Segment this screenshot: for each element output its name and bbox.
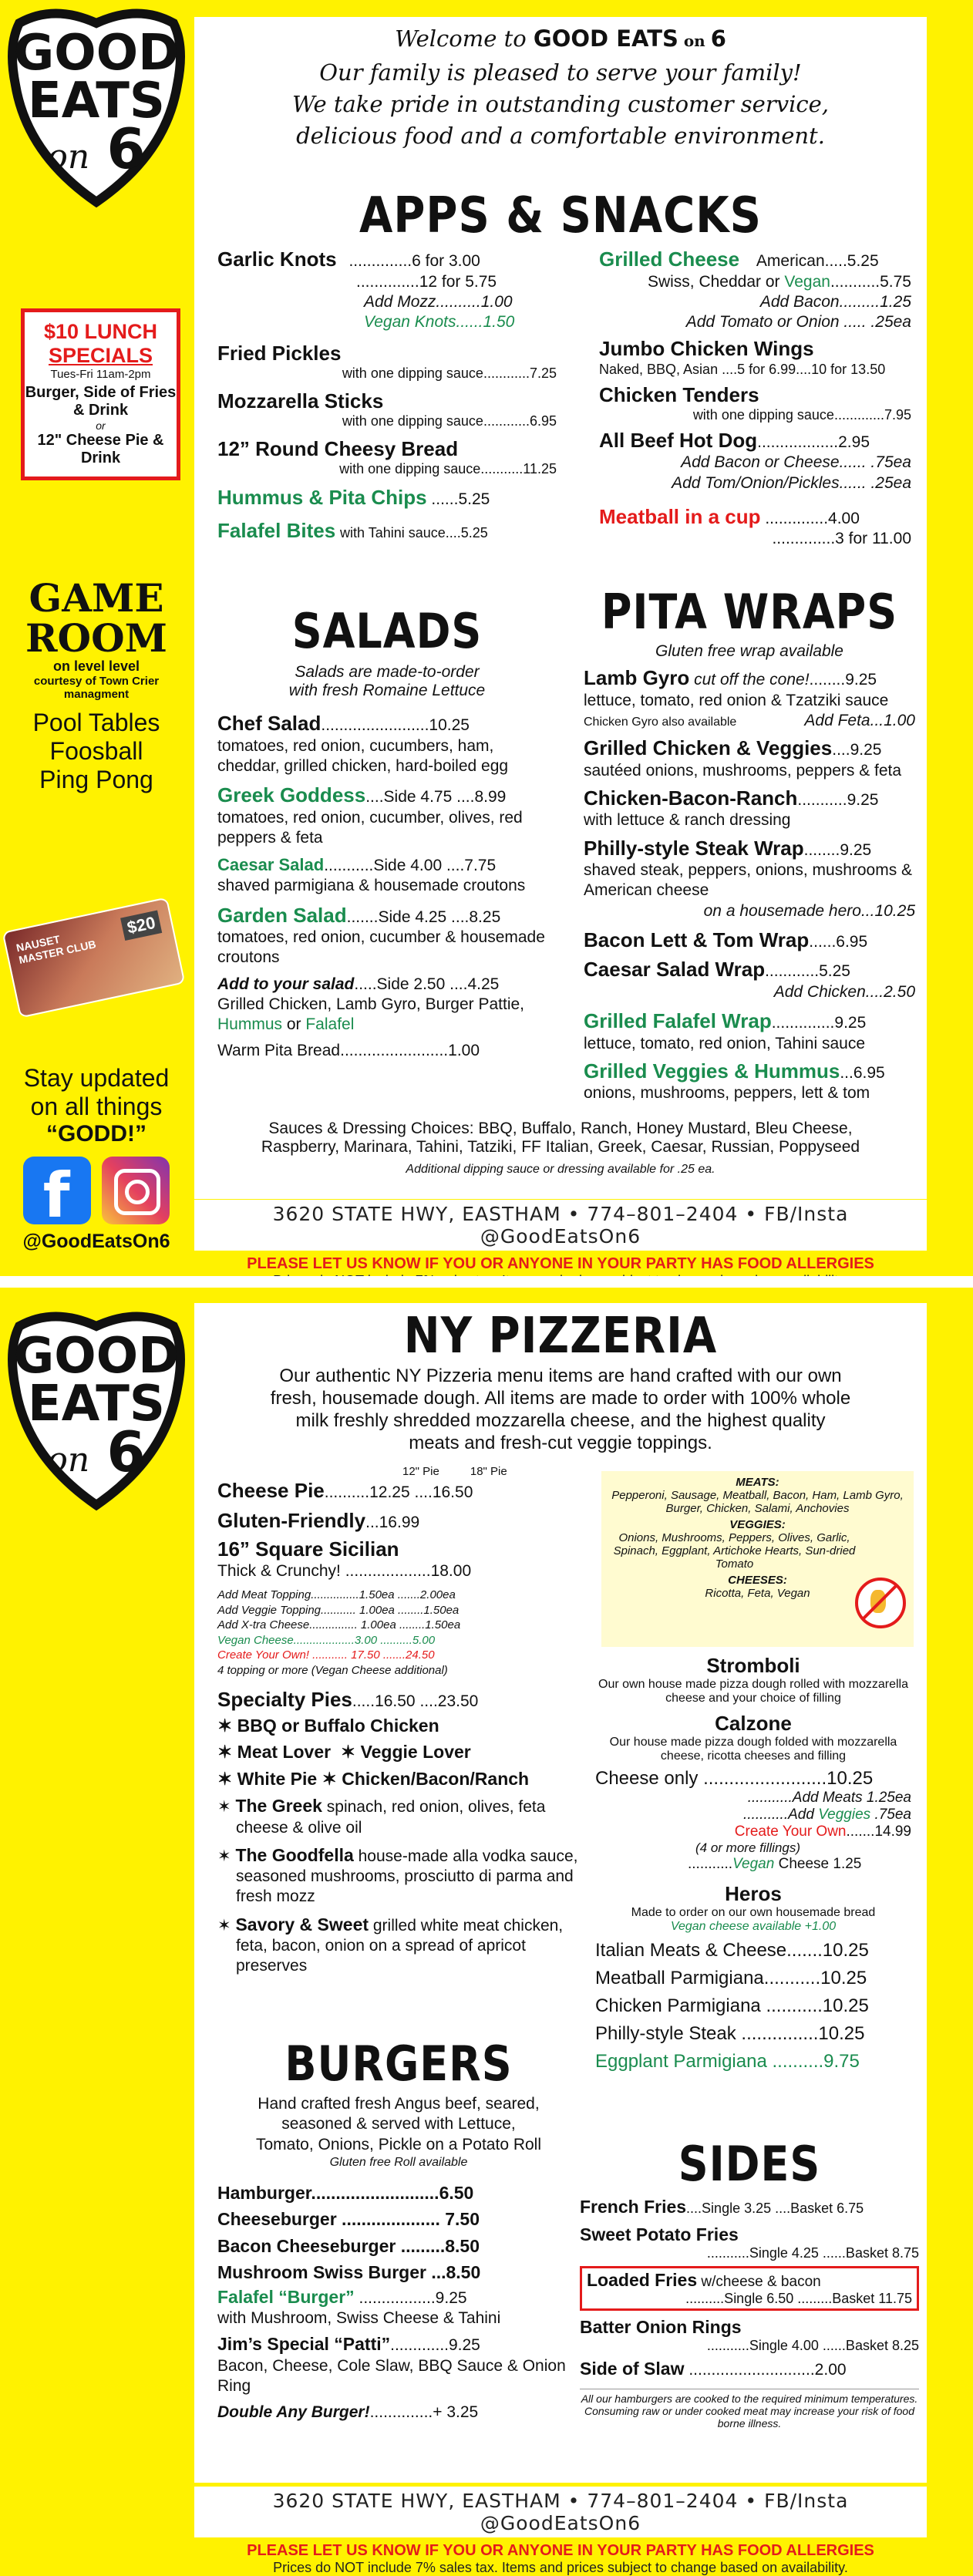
calzone-title: Calzone: [715, 1712, 792, 1735]
salads-title: SALADS: [291, 603, 483, 659]
garlic-knots-price-1: 6 for 3.00: [412, 252, 480, 270]
hot-dog-toppings: Add Tom/Onion/Pickles...... .25ea: [672, 473, 911, 492]
specialty-meat-lover: Meat Lover: [237, 1742, 332, 1763]
veggies-hummus-desc: onions, mushrooms, peppers, lett & tom: [584, 1084, 870, 1103]
game-room-courtesy: courtesy of Town Crier: [33, 675, 160, 688]
specialty-white-pie: White Pie: [237, 1768, 318, 1789]
burgers-title: BURGERS: [284, 2036, 513, 2092]
heros-title: Heros: [725, 1882, 782, 1905]
sweet-potato-fries-name: Sweet Potato Fries: [580, 2224, 739, 2245]
social-line-2: on all things: [30, 1093, 163, 1120]
lunch-option-2: 12" Cheese Pie & Drink: [37, 432, 164, 466]
chicken-gyro-note: Chicken Gyro also available: [584, 715, 737, 729]
toppings-meats: Pepperoni, Sausage, Meatball, Bacon, Ham, Lamb Gyro, Burger, Chicken, Salami, Anchovies: [611, 1489, 904, 1515]
gift-card-amount: $20: [120, 910, 162, 940]
stromboli-desc: Our own house made pizza dough rolled with mozzarella cheese and your choice of filling: [598, 1678, 908, 1705]
fried-pickles-name: Fried Pickles: [217, 342, 342, 365]
specialty-greek-desc: spinach, red onion, olives, feta cheese & olive oil: [236, 1798, 546, 1837]
falafel-burger-desc: with Mushroom, Swiss Cheese & Tahini: [217, 2309, 501, 2327]
meatball-cup-price-1: ..............4.00: [765, 509, 860, 527]
page-divider: [0, 1276, 973, 1288]
stromboli-title: Stromboli: [706, 1654, 800, 1677]
pizza-size-12: 12" Pie: [402, 1465, 439, 1478]
chicken-bacon-ranch-desc: with lettuce & ranch dressing: [584, 811, 791, 830]
pizza-right-column: [595, 1654, 911, 2076]
social-section: [0, 1064, 193, 1253]
apps-right-column: [599, 247, 911, 550]
logo-six: 6: [106, 116, 146, 181]
falafel-wrap-desc: lettuce, tomato, red onion, Tahini sauce: [584, 1034, 866, 1052]
burgers-desc-1: Hand crafted fresh Angus beef, seared,: [258, 2095, 540, 2113]
sides-title: SIDES: [678, 2136, 821, 2192]
lunch-hours: Tues-Fri 11am-2pm: [50, 368, 151, 381]
hero-meatball: Meatball Parmigiana...........10.25: [595, 1968, 867, 1988]
blt-wrap-price: ......6.95: [809, 932, 868, 951]
sicilian-name: 16” Square Sicilian: [217, 1537, 399, 1561]
veggies-hummus-price: ...6.95: [840, 1063, 885, 1082]
hero-italian: Italian Meats & Cheese.......10.25: [595, 1940, 869, 1961]
grilled-chicken-veggies-desc: sautéed onions, mushrooms, peppers & feta: [584, 761, 902, 780]
gluten-friendly-price: ...16.99: [365, 1513, 420, 1531]
specialty-cbr: Chicken/Bacon/Ranch: [342, 1768, 530, 1789]
calzone-vegan-post: Cheese 1.25: [774, 1856, 862, 1872]
caesar-salad-price: ...........Side 4.00 ....7.75: [324, 857, 497, 874]
menu-panel-1: [194, 17, 927, 1199]
burgers-desc-3: Tomato, Onions, Pickle on a Potato Roll: [255, 2135, 542, 2153]
game-foosball: Foosball: [49, 737, 143, 765]
add-meat-topping: Add Meat Topping...............1.50ea .......2.00ea: [217, 1588, 456, 1602]
hero-chicken: Chicken Parmigiana ...........10.25: [595, 1995, 869, 2016]
game-room-management: managment: [63, 688, 130, 701]
double-burger-price: ..............+ 3.25: [369, 2403, 479, 2421]
caesar-salad-desc: shaved parmigiana & housemade croutons: [217, 877, 526, 895]
tenders-desc: with one dipping sauce.............7.95: [692, 406, 911, 423]
calzone-veg-pre: ...........Add: [743, 1807, 819, 1823]
falafel-bites-desc: with Tahini sauce....5.25: [340, 524, 488, 540]
garlic-knots-name: Garlic Knots: [217, 247, 337, 271]
caesar-wrap-chicken: Add Chicken....2.50: [773, 982, 915, 1001]
calzone-create-note: (4 or more fillings): [695, 1840, 801, 1855]
gift-card-image: [2, 897, 186, 1018]
grilled-cheese-name: Grilled Cheese: [599, 247, 740, 271]
salads-subtitle-2: with fresh Romaine Lettuce: [288, 682, 486, 699]
grilled-cheese-vegan: Vegan: [784, 272, 830, 291]
cheesy-bread-desc: with one dipping sauce...........11.25: [339, 461, 557, 477]
apps-left-column: Garlic Knots ..............6 for 3.00 ..............12 for 5.75 Add Mozz..........1.00 Vegan Knots......1.50 Fried Pickles with one dipping sauce............7.25 Mozzarella Sticks with one dipping sauce............6.95 12” Round Cheesy Bread with one dipping sauce...........11.25 Hummus & Pita Chips ......5.25 Falafel Bites with Tahini sauce....5.25: [217, 247, 557, 542]
welcome-brand: GOOD EATS: [533, 25, 678, 52]
add-salad-price: .....Side 2.50 ....4.25: [354, 975, 500, 993]
grilled-cheese-american: American.....5.25: [756, 252, 879, 270]
hot-dog-name: All Beef Hot Dog: [599, 428, 758, 452]
grilled-cheese-bacon: Add Bacon.........1.25: [759, 292, 911, 311]
wings-name: Jumbo Chicken Wings: [599, 337, 814, 361]
toppings-cheeses-heading: CHEESES:: [728, 1574, 787, 1587]
calzone-add-meats: ...........Add Meats 1.25ea: [747, 1790, 911, 1806]
footer-2: [194, 2487, 927, 2576]
specialty-greek: The Greek: [235, 1796, 322, 1817]
hero-philly: Philly-style Steak ...............10.25: [595, 2023, 865, 2044]
cheese-pie-name: Cheese Pie: [217, 1479, 325, 1502]
logo-on: on: [47, 137, 90, 177]
jims-special-name: Jim’s Special “Patti”: [217, 2334, 391, 2355]
calzone-vegan: Vegan: [732, 1856, 775, 1872]
grilled-chicken-veggies-price: ....9.25: [832, 741, 882, 759]
good-eats-logo-2: [0, 1303, 193, 1511]
specialty-pies-name: Specialty Pies: [217, 1688, 352, 1712]
specialty-goodfella: The Goodfella: [235, 1844, 354, 1865]
gift-card-label: NAUSET MASTER CLUB: [15, 932, 97, 967]
calzone-create-price: .......14.99: [846, 1823, 911, 1840]
grilled-cheese-swiss: Swiss, Cheddar or: [647, 272, 785, 291]
game-ping-pong: Ping Pong: [39, 766, 153, 793]
warm-pita-name: Warm Pita Bread: [217, 1042, 341, 1060]
cheesy-bread-name: 12” Round Cheesy Bread: [217, 437, 459, 461]
pizzeria-intro: [210, 1365, 911, 1454]
garlic-knots-mozz: Add Mozz..........1.00: [364, 292, 513, 311]
good-eats-logo: [0, 0, 193, 208]
cheeseburger: Cheeseburger .................... 7.50: [217, 2209, 480, 2230]
lunch-option-1: Burger, Side of Fries & Drink: [25, 384, 177, 419]
side-of-slaw-name: Side of Slaw: [580, 2359, 685, 2379]
lamb-gyro-desc: lettuce, tomato, red onion & Tzatziki sauce: [584, 691, 889, 709]
undercooked-warning: All our hamburgers are cooked to the required minimum temperatures. Consuming raw or under cooked meat may increase your risk of food borne illness.: [580, 2389, 919, 2430]
specialty-bbq: BBQ or Buffalo Chicken: [237, 1715, 439, 1736]
falafel-bites-name: Falafel Bites: [217, 518, 336, 542]
hot-dog-price: ..................2.95: [757, 433, 870, 451]
heros-desc: Made to order on our own housemade bread: [631, 1906, 876, 1919]
loaded-fries-price: ..........Single 6.50 .........Basket 11.75: [685, 2291, 912, 2307]
lamb-gyro-feta: Add Feta...1.00: [804, 711, 915, 729]
burgers-section: [217, 2036, 580, 2423]
logo-on: on: [47, 1440, 90, 1480]
pizza-left-column: 12" Pie 18" Pie Cheese Pie..........12.25 ....16.50 Gluten-Friendly...16.99 16” Square Sicilian Thick & Crunchy! ...................18.00 Add Meat Topping...............1.50ea .......2.00ea Add Veggie Topping........... 1.00ea ........1.50ea Add X-tra Cheese............... 1.00ea ........1.50ea Vegan Cheese...................3.00 ..........5.00 Create Your Own! ........... 17.50 .......24.50 4 topping or more (Vegan Cheese additional) Specialty Pies.....16.50 ....23.50 ✶ BBQ or Buffalo Chicken ✶ Meat Lover ✶ Veggie Lover ✶ White Pie ✶ Chicken/Bacon/Ranch ✶ The Greek spinach, red onion, olives, feta cheese & olive oil ✶ The Goodfella house-made alla vodka sauce, seasoned mushrooms, prosciutto di parma and fresh mozz ✶ Savory & Sweet grilled white meat chicken, feta, bacon, onion on a spread of apricot preserves: [217, 1465, 580, 1976]
pizzeria-intro-4: meats and fresh-cut veggie toppings.: [409, 1433, 712, 1453]
meatball-cup-price-2: ..............3 for 11.00: [772, 530, 911, 548]
welcome-on: on: [678, 32, 711, 50]
add-salad-desc: Grilled Chicken, Lamb Gyro, Burger Pattie,: [217, 995, 524, 1013]
chicken-bacon-ranch-price: ...........9.25: [797, 790, 879, 809]
welcome-pre: Welcome to: [395, 25, 534, 52]
sweet-potato-fries-price: ...........Single 4.25 ......Basket 8.75: [706, 2245, 919, 2261]
add-salad-or: or: [282, 1015, 306, 1033]
mozzarella-sticks-name: Mozzarella Sticks: [217, 389, 384, 413]
footer-address: 3620 STATE HWY, EASTHAM • 774–801–2404 • FB/Insta @GoodEatsOn6: [194, 1200, 927, 1251]
game-room-title-2: ROOM: [25, 615, 167, 661]
loaded-fries-name: Loaded Fries: [587, 2270, 698, 2291]
calzone-veg-post: .75ea: [870, 1807, 911, 1823]
hot-dog-bacon: Add Bacon or Cheese...... .75ea: [681, 453, 911, 472]
social-line-1: Stay updated: [23, 1064, 170, 1092]
footer-allergy: PLEASE LET US KNOW IF YOU OR ANYONE IN YOUR PARTY HAS FOOD ALLERGIES: [247, 1255, 874, 1272]
toppings-box: [601, 1471, 914, 1647]
social-handle[interactable]: @GoodEatsOn6: [22, 1231, 170, 1252]
grilled-cheese-swiss-price: ...........5.75: [830, 272, 911, 291]
french-fries-price: ....Single 3.25 ....Basket 6.75: [686, 2201, 864, 2216]
vegan-cheese: Vegan Cheese...................3.00 ..........5.00: [217, 1633, 436, 1647]
add-veggie-topping: Add Veggie Topping........... 1.00ea ........1.50ea: [217, 1603, 460, 1617]
menu-panel-2: [194, 1303, 927, 2483]
chicken-bacon-ranch-name: Chicken-Bacon-Ranch: [584, 786, 798, 810]
gluten-friendly-name: Gluten-Friendly: [217, 1508, 366, 1532]
pita-wraps-title: PITA WRAPS: [601, 584, 898, 640]
garden-salad-price: .......Side 4.25 ....8.25: [346, 907, 501, 926]
french-fries-name: French Fries: [580, 2197, 687, 2217]
sauces-line-2: Raspberry, Marinara, Tahini, Tatziki, FF Italian, Greek, Caesar, Russian, Poppyseed: [261, 1138, 860, 1156]
veggies-hummus-name: Grilled Veggies & Hummus: [584, 1059, 840, 1083]
burgers-desc-2: seasoned & served with Lettuce,: [281, 2115, 516, 2133]
calzone-desc: Our house made pizza dough folded with mozzarella cheese, ricotta cheeses and filling: [609, 1736, 897, 1763]
caesar-salad-name: Caesar Salad: [217, 855, 325, 874]
welcome-line-3: We take pride in outstanding customer service,: [292, 91, 829, 117]
welcome-line-2: Our family is pleased to serve your family!: [319, 59, 802, 86]
sauces-section: [194, 1120, 927, 1177]
toppings-cheeses: Ricotta, Feta, Vegan: [705, 1587, 810, 1600]
sauces-line-1: Sauces & Dressing Choices: BBQ, Buffalo, Ranch, Honey Mustard, Bleu Cheese,: [268, 1120, 853, 1137]
add-salad-hummus: Hummus: [217, 1015, 283, 1033]
grilled-cheese-tomato: Add Tomato or Onion ..... .25ea: [685, 313, 911, 331]
lamb-gyro-name: Lamb Gyro: [584, 666, 690, 689]
no-pineapple-icon: [855, 1578, 906, 1628]
garden-salad-name: Garden Salad: [217, 903, 347, 927]
garlic-knots-price-2: 12 for 5.75: [419, 272, 497, 291]
sicilian-desc: Thick & Crunchy! ...................18.00: [217, 1562, 472, 1580]
greek-goddess-name: Greek Goddess: [217, 783, 366, 806]
create-your-own: Create Your Own! ........... 17.50 .......24.50: [217, 1648, 435, 1662]
cheese-pie-price: ..........12.25 ....16.50: [324, 1483, 473, 1501]
tenders-name: Chicken Tenders: [599, 382, 759, 406]
philly-wrap-name: Philly-style Steak Wrap: [584, 836, 804, 860]
game-pool-tables: Pool Tables: [32, 709, 160, 736]
social-line-3: “GODD!”: [46, 1121, 146, 1147]
specialty-veggie-lover: Veggie Lover: [360, 1742, 471, 1763]
specialty-savory-sweet: Savory & Sweet: [235, 1914, 369, 1935]
topping-note: 4 topping or more (Vegan Cheese additional): [217, 1663, 448, 1677]
menu-page-2: [0, 1288, 973, 2575]
burgers-gf: Gluten free Roll available: [329, 2155, 468, 2169]
mushroom-swiss-burger: Mushroom Swiss Burger ...8.50: [217, 2262, 481, 2283]
game-room-title-1: GAME: [29, 575, 164, 621]
philly-wrap-desc: shaved steak, peppers, onions, mushrooms & American cheese: [584, 861, 913, 900]
mozzarella-sticks-desc: with one dipping sauce............6.95: [342, 413, 557, 429]
falafel-wrap-name: Grilled Falafel Wrap: [584, 1009, 772, 1032]
falafel-burger-price: .................9.25: [354, 2288, 467, 2307]
fried-pickles-desc: with one dipping sauce............7.25: [342, 365, 557, 382]
lamb-gyro-cut: cut off the cone!: [694, 671, 810, 689]
caesar-wrap-name: Caesar Salad Wrap: [584, 958, 766, 982]
salads-subtitle-1: Salads are made-to-order: [295, 663, 480, 681]
instagram-icon[interactable]: [102, 1157, 170, 1224]
toppings-veggies-heading: VEGGIES:: [729, 1518, 786, 1531]
jims-special-price: .............9.25: [390, 2336, 480, 2355]
footer-address: 3620 STATE HWY, EASTHAM • 774–801–2404 • FB/Insta @GoodEatsOn6: [194, 2487, 927, 2537]
welcome-six: 6: [710, 25, 726, 52]
hero-eggplant: Eggplant Parmigiana ..........9.75: [595, 2051, 860, 2072]
lunch-title: SPECIALS: [48, 344, 153, 367]
logo-good: GOOD: [13, 1328, 180, 1385]
pizzeria-intro-3: milk freshly shredded mozzarella cheese, and the highest quality: [295, 1410, 826, 1431]
apps-title: APPS & SNACKS: [359, 187, 762, 244]
pizza-size-18: 18" Pie: [470, 1465, 507, 1478]
philly-wrap-hero: on a housemade hero...10.25: [703, 901, 915, 920]
pita-wraps-section: [584, 584, 915, 1104]
chef-salad-desc: tomatoes, red onion, cucumbers, ham, cheddar, grilled chicken, hard-boiled egg: [217, 736, 509, 775]
add-salad-name: Add to your salad: [217, 975, 355, 993]
logo-good: GOOD: [13, 25, 180, 82]
pizzeria-intro-1: Our authentic NY Pizzeria menu items are hand crafted with our own: [279, 1365, 842, 1386]
hamburger: Hamburger..........................6.50: [217, 2182, 474, 2203]
onion-rings-name: Batter Onion Rings: [580, 2317, 742, 2338]
add-extra-cheese: Add X-tra Cheese............... 1.00ea ........1.50ea: [217, 1618, 461, 1632]
logo-eats: EATS: [27, 1376, 166, 1433]
calzone-create: Create Your Own: [734, 1823, 847, 1840]
toppings-meats-heading: MEATS:: [736, 1476, 779, 1489]
grilled-chicken-veggies-name: Grilled Chicken & Veggies: [584, 736, 833, 759]
game-room: [0, 575, 193, 794]
footer-allergy: PLEASE LET US KNOW IF YOU OR ANYONE IN YOUR PARTY HAS FOOD ALLERGIES: [247, 2542, 874, 2559]
side-of-slaw-price: ............................2.00: [684, 2361, 847, 2379]
heros-vegan: Vegan cheese available +1.00: [670, 1920, 837, 1933]
lunch-or: or: [96, 419, 106, 432]
lunch-specials-box: [21, 308, 180, 480]
pita-wraps-subtitle: Gluten free wrap available: [655, 642, 843, 660]
chef-salad-name: Chef Salad: [217, 712, 322, 735]
chef-salad-price: ........................10.25: [321, 716, 470, 734]
add-salad-falafel: Falafel: [305, 1015, 355, 1033]
greek-goddess-desc: tomatoes, red onion, cucumber, olives, red peppers & feta: [217, 808, 523, 847]
logo-eats: EATS: [27, 72, 166, 130]
falafel-burger-name: Falafel “Burger”: [217, 2286, 355, 2307]
lamb-gyro-price: ........9.25: [809, 671, 877, 689]
specialty-pies-price: .....16.50 ....23.50: [352, 1692, 479, 1711]
menu-page-1: [0, 0, 973, 1276]
sides-section: [580, 2136, 919, 2430]
logo-six: 6: [106, 1419, 146, 1484]
onion-rings-price: ...........Single 4.00 ......Basket 8.25: [706, 2338, 919, 2354]
pizzeria-intro-2: fresh, housemade dough. All items are made to order with 100% whole: [270, 1388, 851, 1409]
caesar-wrap-price: ............5.25: [765, 962, 850, 981]
garlic-knots-vegan: Vegan Knots......1.50: [364, 313, 515, 331]
bacon-cheeseburger: Bacon Cheeseburger .........8.50: [217, 2235, 480, 2256]
double-burger-name: Double Any Burger!: [217, 2403, 370, 2421]
calzone-vegan-pre: ...........: [688, 1856, 733, 1872]
facebook-icon[interactable]: f: [23, 1157, 91, 1224]
jims-special-desc: Bacon, Cheese, Cole Slaw, BBQ Sauce & Onion Ring: [217, 2356, 566, 2395]
wings-desc: Naked, BBQ, Asian ....5 for 6.99....10 for 13.50: [599, 362, 886, 378]
lunch-price: $10 LUNCH: [43, 320, 158, 343]
salads-section: [217, 603, 557, 1062]
warm-pita-price: ........................1.00: [340, 1042, 480, 1060]
toppings-veggies: Onions, Mushrooms, Peppers, Olives, Garlic, Spinach, Eggplant, Artichoke Hearts, Sun-dried Tomato: [613, 1531, 856, 1571]
garden-salad-desc: tomatoes, red onion, cucumber & housemade croutons: [217, 928, 545, 967]
calzone-veggies: Veggies: [818, 1807, 871, 1823]
hummus-chips-name: Hummus & Pita Chips: [217, 486, 427, 510]
loaded-fries-desc: w/cheese & bacon: [697, 2274, 821, 2291]
blt-wrap-name: Bacon Lett & Tom Wrap: [584, 928, 810, 951]
meatball-cup-name: Meatball in a cup: [599, 504, 761, 528]
falafel-wrap-price: ..............9.25: [771, 1014, 867, 1032]
welcome-message: [194, 23, 927, 152]
specialty-savory-sweet-desc: grilled white meat chicken, feta, bacon, onion on a spread of apricot preserves: [236, 1916, 564, 1975]
pizzeria-title: NY PIZZERIA: [403, 1307, 718, 1365]
game-room-location: on level level: [52, 658, 140, 674]
footer-tax: Prices do NOT include 7% sales tax. Items and prices subject to change based on availability.: [273, 2560, 848, 2575]
philly-wrap-price: ........9.25: [803, 840, 872, 859]
sauces-note: Additional dipping sauce or dressing available for .25 ea.: [406, 1163, 715, 1176]
hummus-chips-price: 5.25: [458, 490, 490, 509]
loaded-fries-box: [580, 2266, 919, 2311]
specialty-goodfella-desc: house-made alla vodka sauce, seasoned mushrooms, prosciutto di parma and fresh mozz: [236, 1847, 578, 1906]
calzone-cheese: Cheese only ........................10.25: [595, 1768, 874, 1789]
welcome-line-4: delicious food and a comfortable environment.: [296, 123, 825, 149]
greek-goddess-price: ....Side 4.75 ....8.99: [365, 788, 507, 806]
